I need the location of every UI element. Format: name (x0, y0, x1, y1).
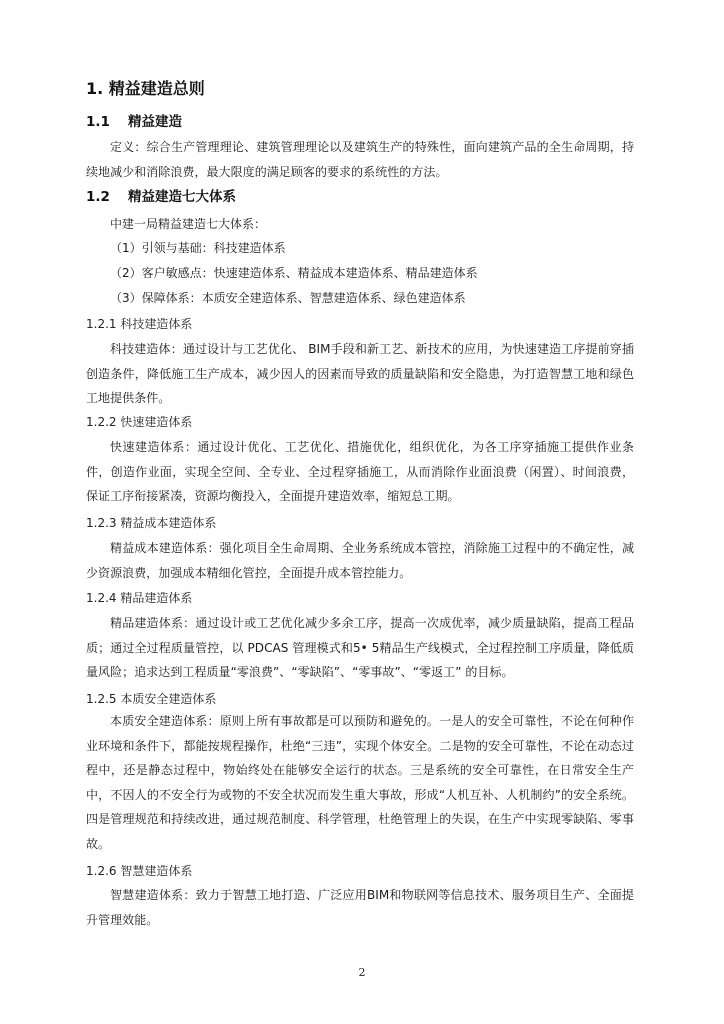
paragraph-1-2-5: 本质安全建造体系：原则上所有事故都是可以预防和避免的。一是人的安全可靠性，不论在何种作业环境和条件下，都能按规程操作，杜绝“三违”，实现个体安全。二是物的安全可靠性，不论在动态过程中，还是静态过程中，物始终处在能够安全运行的状态。三是系统的安全可靠性，在日常安全生产中，不因人的不安全行为或物的不安全状况而发生重大事故，形成“人机互补、人机制约”的安全系统。四是管理规范和持续改进，通过规范制度、科学管理，杜绝管理上的失误，在生产中实现零缺陷、零事故。 (86, 714, 634, 851)
heading-1-2-number: 1.2 (86, 189, 110, 205)
heading-1-2-3: 1.2.3 精益成本建造体系 (86, 516, 217, 530)
heading-1-2-6: 1.2.6 智慧建造体系 (86, 864, 193, 878)
heading-1-2-2: 1.2.2 快速建造体系 (86, 415, 193, 429)
heading-1-1 (86, 112, 182, 132)
heading-1-2-title: 精益建造七大体系 (128, 189, 236, 205)
heading-1-2-4: 1.2.4 精品建造体系 (86, 591, 193, 605)
heading-1-1-title: 精益建造 (128, 114, 182, 130)
heading-1-2-1: 1.2.1 科技建造体系 (86, 317, 193, 331)
seven-systems-intro: 中建一局精益建造七大体系： (110, 217, 267, 231)
heading-1-2 (86, 187, 236, 207)
section-title: 1. 精益建造总则 (86, 79, 205, 98)
paragraph-1-2-4: 精品建造体系：通过设计或工艺优化减少多余工序，提高一次成优率，减少质量缺陷，提高工程品质；通过全过程质量管控，以 PDCAS 管理模式和5• 5精品生产线模式，全过程控制工序质量，降低质量风险；追求达到工程质量“零浪费”、“零缺陷”、“零事故”、“零返工” 的目标。 (86, 616, 634, 679)
paragraph-1-2-6: 智慧建造体系：致力于智慧工地打造、广泛应用BIM和物联网等信息技术、服务项目生产、全面提升管理效能。 (86, 888, 634, 927)
system-item: （3）保障体系：本质安全建造体系、智慧建造体系、绿色建造体系 (110, 291, 466, 305)
paragraph-1-2-3: 精益成本建造体系：强化项目全生命周期、全业务系统成本管控，消除施工过程中的不确定性，减少资源浪费，加强成本精细化管控，全面提升成本管控能力。 (86, 541, 634, 580)
page-number: 2 (358, 966, 366, 979)
system-item: （1）引领与基础：科技建造体系 (110, 241, 286, 255)
heading-1-1-number: 1.1 (86, 114, 110, 130)
paragraph-1-2-2: 快速建造体系：通过设计优化、工艺优化、措施优化，组织优化，为各工序穿插施工提供作业条件，创造作业面，实现全空间、全专业、全过程穿插施工，从而消除作业面浪费（闲置）、时间浪费，保证工序衔接紧凑，资源均衡投入，全面提升建造效率，缩短总工期。 (86, 440, 634, 503)
paragraph-1-2-1: 科技建造体：通过设计与工艺优化、 BIM手段和新工艺、新技术的应用，为快速建造工序提前穿插创造条件，降低施工生产成本，减少因人的因素而导致的质量缺陷和安全隐患，为打造智慧工地和绿色工地提供条件。 (86, 342, 634, 405)
paragraph-1-1: 定义：综合生产管理理论、建筑管理理论以及建筑生产的特殊性，面向建筑产品的全生命周期，持续地减少和消除浪费，最大限度的满足顾客的要求的系统性的方法。 (86, 140, 634, 179)
system-item: （2）客户敏感点：快速建造体系、精益成本建造体系、精品建造体系 (110, 266, 478, 280)
heading-1-2-5: 1.2.5 本质安全建造体系 (86, 692, 217, 706)
